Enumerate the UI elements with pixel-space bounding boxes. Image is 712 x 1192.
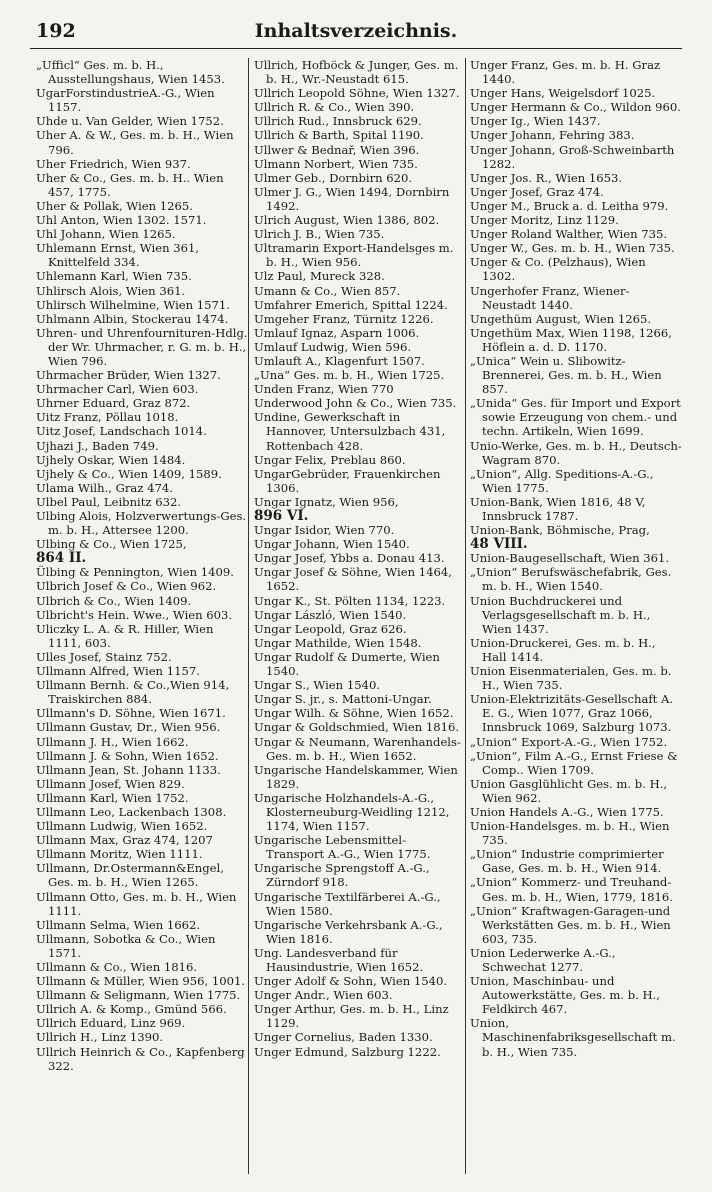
- index-entry: Ungar K., St. Pölten 1134, 1223.: [254, 593, 446, 608]
- index-entry: Ülbing & Pennington, Wien 1409.: [36, 565, 234, 580]
- index-entry: Ullrich A. & Komp., Gmünd 566.: [36, 1002, 227, 1017]
- index-entry: Ullmann J. & Sohn, Wien 1652.: [36, 748, 219, 763]
- index-columns: [30, 58, 682, 1174]
- index-entry: Ullrich H., Linz 1390.: [36, 1030, 164, 1045]
- index-entry: Uhde u. Van Gelder, Wien 1752.: [36, 114, 224, 129]
- index-entry: Umlauf Ludwig, Wien 596.: [254, 339, 412, 354]
- index-entry: Uhl Anton, Wien 1302. 1571.: [36, 213, 207, 228]
- index-entry: Ulmann Norbert, Wien 735.: [254, 156, 418, 171]
- index-entry: Ungar Johann, Wien 1540.: [254, 537, 410, 552]
- index-entry: Ungar Mathilde, Wien 1548.: [254, 635, 422, 650]
- index-entry: „Union“ Industrie comprimierter Gase, Ges. m. b. H., Wien 914.: [470, 847, 664, 876]
- index-entry: Ullrich & Barth, Spital 1190.: [254, 128, 424, 143]
- index-entry: Ullmann Gustav, Dr., Wien 956.: [36, 720, 221, 735]
- index-entry: UgarForstindustrieA.-G., Wien 1157.: [36, 86, 215, 115]
- page-header: [30, 14, 682, 49]
- index-entry: 896 VI.: [254, 508, 309, 524]
- column-divider: [248, 58, 249, 1174]
- index-entry: UngarGebrüder, Frauenkirchen 1306.: [254, 466, 441, 495]
- index-entry: Umgeher Franz, Türnitz 1226.: [254, 311, 434, 326]
- index-entry: Ullrich Leopold Söhne, Wien 1327.: [254, 86, 460, 101]
- index-entry: Ullwer & Bednař, Wien 396.: [254, 142, 420, 157]
- index-entry: Ulbing & Co., Wien 1725,: [36, 537, 187, 552]
- index-entry: „Una“ Ges. m. b. H., Wien 1725.: [254, 368, 445, 383]
- index-entry: Unger M., Bruck a. d. Leitha 979.: [470, 198, 669, 213]
- index-entry: Unger Adolf & Sohn, Wien 1540.: [254, 974, 448, 989]
- index-entry: Ullmann J. H., Wien 1662.: [36, 734, 189, 749]
- index-column-2: [254, 58, 462, 1174]
- index-entry: Unger & Co. (Pelzhaus), Wien 1302.: [470, 255, 646, 284]
- index-entry: Ungar Ignatz, Wien 956,: [254, 494, 399, 509]
- index-entry: Ullmann Ludwig, Wien 1652.: [36, 819, 208, 834]
- index-entry: Union Handels A.-G., Wien 1775.: [470, 804, 664, 819]
- index-entry: Ujhely & Co., Wien 1409, 1589.: [36, 466, 222, 481]
- index-entry: Undine, Gewerkschaft in Hannover, Untersulzbach 431, Rottenbach 428.: [254, 410, 446, 453]
- index-entry: Union Gasglühlicht Ges. m. b. H., Wien 962.: [470, 776, 668, 805]
- index-entry: Ulmer J. G., Wien 1494, Dornbirn 1492.: [254, 184, 450, 213]
- index-entry: Uhrmacher Brüder, Wien 1327.: [36, 368, 221, 383]
- index-entry: Union, Maschinbau- und Autowerkstätte, Ges. m. b. H., Feldkirch 467.: [470, 974, 660, 1017]
- index-entry: Ullmann & Müller, Wien 956, 1001.: [36, 974, 246, 989]
- column-divider: [465, 58, 466, 1174]
- index-entry: Underwood John & Co., Wien 735.: [254, 396, 457, 411]
- index-entry: Uliczky L. A. & R. Hiller, Wien 1111, 603.: [36, 621, 214, 650]
- index-entry: Unger Hermann & Co., Wildon 960.: [470, 100, 681, 115]
- index-entry: Ullmann Jean, St. Johann 1133.: [36, 762, 221, 777]
- index-entry: Ungar & Goldschmied, Wien 1816.: [254, 720, 460, 735]
- index-entry: „Unica“ Wein u. Slibowitz-Brennerei, Ges. m. b. H., Wien 857.: [470, 353, 662, 397]
- index-entry: Ungarische Textilfärberei A.-G., Wien 1580.: [254, 889, 441, 918]
- index-entry: Uhlirsch Wilhelmine, Wien 1571.: [36, 297, 230, 312]
- index-column-1: [36, 58, 248, 1174]
- index-entry: Union-Baugesellschaft, Wien 361.: [470, 551, 670, 566]
- index-entry: Uhlmann Albin, Stockerau 1474.: [36, 311, 229, 326]
- index-entry: Ungarische Verkehrsbank A.-G., Wien 1816.: [254, 917, 443, 946]
- index-entry: 48 VIII.: [470, 536, 528, 553]
- index-entry: Ultramarin Export-Handelsges m. b. H., Wien 956.: [254, 241, 454, 270]
- index-entry: Uher Friedrich, Wien 937.: [36, 156, 191, 171]
- index-entry: „Union“, Film A.-G., Ernst Friese & Comp.. Wien 1709.: [470, 748, 678, 777]
- page-title: Inhaltsverzeichnis.: [254, 20, 458, 42]
- index-entry: Ullrich Rud., Innsbruck 629.: [254, 114, 422, 129]
- index-entry: Unger Johann, Groß-Schweinbarth 1282.: [470, 142, 675, 171]
- index-entry: Unger Moritz, Linz 1129.: [470, 213, 619, 228]
- index-entry: Unio-Werke, Ges. m. b. H., Deutsch-Wagram 870.: [470, 438, 682, 467]
- index-entry: Unger Arthur, Ges. m. b. H., Linz 1129.: [254, 1002, 449, 1031]
- index-entry: „Ufficl“ Ges. m. b. H., Ausstellungshaus, Wien 1453.: [36, 58, 225, 87]
- index-entry: Unger Franz, Ges. m. b. H. Graz 1440.: [470, 58, 661, 87]
- index-entry: Ungar Felix, Preblau 860.: [254, 452, 406, 467]
- index-entry: Union Buchdruckerei und Verlagsgesellschaft m. b. H., Wien 1437.: [470, 593, 651, 636]
- index-entry: „Unida“ Ges. für Import und Export sowie Erzeugung von chem.- und techn. Artikeln, Wien 1699.: [470, 396, 681, 439]
- index-entry: Union-Handelsges. m. b. H., Wien 735.: [470, 819, 670, 848]
- index-entry: Ullmann Bernh. & Co.,Wien 914, Traiskirchen 884.: [36, 678, 230, 707]
- index-entry: Ujhely Oskar, Wien 1484.: [36, 452, 186, 467]
- index-entry: Ulbricht's Hein. Wwe., Wien 603.: [36, 607, 233, 622]
- page-number: 192: [36, 20, 76, 42]
- index-entry: 864 II.: [36, 550, 87, 567]
- index-entry: Uher & Co., Ges. m. b. H.. Wien 457, 1775.: [36, 170, 224, 199]
- index-entry: Ulmer Geb., Dornbirn 620.: [254, 170, 413, 185]
- index-entry: Ullrich Eduard, Linz 969.: [36, 1016, 186, 1031]
- index-entry: Unger Edmund, Salzburg 1222.: [254, 1044, 441, 1059]
- index-entry: Unger Josef, Graz 474.: [470, 184, 604, 199]
- index-entry: Ulrich August, Wien 1386, 802.: [254, 213, 440, 228]
- index-entry: Unger Johann, Fehring 383.: [470, 128, 635, 143]
- index-entry: Ullrich, Hofböck & Junger, Ges. m. b. H., Wr.-Neustadt 615.: [254, 58, 459, 87]
- index-entry: Ungar S., Wien 1540.: [254, 678, 381, 693]
- index-entry: Ulama Wilh., Graz 474.: [36, 480, 173, 495]
- index-entry: Ullrich Heinrich & Co., Kapfenberg 322.: [36, 1044, 245, 1073]
- index-entry: Ullmann Max, Graz 474, 1207: [36, 833, 213, 848]
- index-entry: Unger Ig., Wien 1437.: [470, 114, 601, 129]
- index-entry: Ungethüm Max, Wien 1198, 1266, Höflein a. d. D. 1170.: [470, 325, 672, 354]
- index-entry: Ullmann & Seligmann, Wien 1775.: [36, 988, 241, 1003]
- index-entry: Uhrmacher Carl, Wien 603.: [36, 382, 199, 397]
- index-entry: Ullrich R. & Co., Wien 390.: [254, 100, 415, 115]
- index-entry: Union-Bank, Wien 1816, 48 V, Innsbruck 1787.: [470, 494, 646, 523]
- index-column-3: [470, 58, 682, 1174]
- index-entry: Umlauf Ignaz, Asparn 1006.: [254, 325, 420, 340]
- index-entry: Ullmann Selma, Wien 1662.: [36, 917, 201, 932]
- index-entry: Ullmann, Dr.Ostermann&Engel, Ges. m. b. H., Wien 1265.: [36, 861, 224, 890]
- index-entry: Ungar Isidor, Wien 770.: [254, 523, 395, 538]
- index-entry: Ullmann Alfred, Wien 1157.: [36, 664, 200, 679]
- index-entry: Uitz Josef, Landschach 1014.: [36, 424, 207, 439]
- index-entry: Ungerhofer Franz, Wiener-Neustadt 1440.: [470, 283, 630, 312]
- index-entry: Ujhazi J., Baden 749.: [36, 438, 159, 453]
- index-entry: Ung. Landesverband für Hausindustrie, Wien 1652.: [254, 945, 424, 974]
- index-entry: Ulles Josef, Stainz 752.: [36, 649, 172, 664]
- index-entry: Union Eisenmaterialen, Ges. m. b. H., Wien 735.: [470, 664, 672, 693]
- index-entry: Unger Hans, Weigelsdorf 1025.: [470, 86, 656, 101]
- index-entry: Ullmann Karl, Wien 1752.: [36, 790, 189, 805]
- index-entry: „Union“ Kraftwagen-Garagen-und Werkstätten Ges. m. b. H., Wien 603, 735.: [470, 903, 671, 946]
- index-entry: Union-Bank, Böhmische, Prag,: [470, 523, 650, 538]
- index-entry: Ullmann Josef, Wien 829.: [36, 776, 185, 791]
- index-entry: Ungethüm August, Wien 1265.: [470, 311, 652, 326]
- index-entry: Unger Jos. R., Wien 1653.: [470, 170, 623, 185]
- index-entry: Unden Franz, Wien 770: [254, 382, 394, 397]
- index-entry: Unger Cornelius, Baden 1330.: [254, 1030, 433, 1045]
- index-entry: Ullmann & Co., Wien 1816.: [36, 960, 198, 974]
- index-entry: Uhren- und Uhrenfournituren-Hdlg. der Wr. Uhrmacher, r. G. m. b. H., Wien 796.: [36, 325, 248, 368]
- index-entry: Ungarische Sprengstoff A.-G., Zürndorf 918.: [254, 861, 430, 890]
- index-entry: Umlauft A., Klagenfurt 1507.: [254, 353, 425, 368]
- index-entry: Ungarische Lebensmittel-Transport A.-G., Wien 1775.: [254, 833, 431, 862]
- index-entry: „Union“, Allg. Speditions-A.-G., Wien 1775.: [470, 466, 654, 495]
- index-entry: Unger W., Ges. m. b. H., Wien 735.: [470, 241, 675, 256]
- index-entry: Union-Elektrizitäts-Gesellschaft A. E. G., Wien 1077, Graz 1066, Innsbruck 1069, Salzburg 1073.: [470, 692, 674, 735]
- index-entry: Unger Roland Walther, Wien 735.: [470, 227, 668, 242]
- index-entry: Uher & Pollak, Wien 1265.: [36, 198, 193, 213]
- index-entry: Uhlirsch Alois, Wien 361.: [36, 283, 186, 298]
- index-entry: Ullmann Otto, Ges. m. b. H., Wien 1111.: [36, 889, 237, 918]
- index-entry: Ungarische Holzhandels-A.-G., Klosterneuburg-Weidling 1212, 1174, Wien 1157.: [254, 790, 450, 834]
- index-entry: Uher A. & W., Ges. m. b. H., Wien 796.: [36, 128, 234, 157]
- index-entry: Ulbrich & Co., Wien 1409.: [36, 593, 192, 608]
- index-entry: Ungar László, Wien 1540.: [254, 607, 407, 622]
- index-entry: Ungarische Handelskammer, Wien 1829.: [254, 762, 458, 791]
- index-entry: Umfahrer Emerich, Spittal 1224.: [254, 297, 448, 312]
- index-entry: „Union“ Berufswäschefabrik, Ges. m. b. H., Wien 1540.: [470, 565, 672, 594]
- index-entry: Unger Andr., Wien 603.: [254, 988, 393, 1003]
- index-entry: Uitz Franz, Pöllau 1018.: [36, 410, 179, 425]
- index-entry: Ungar Wilh. & Söhne, Wien 1652.: [254, 706, 454, 721]
- index-entry: Ulbel Paul, Leibnitz 632.: [36, 494, 182, 509]
- index-entry: Ungar Leopold, Graz 626.: [254, 621, 407, 636]
- index-entry: Union Lederwerke A.-G., Schwechat 1277.: [470, 945, 616, 974]
- index-entry: Ungar & Neumann, Warenhandels-Ges. m. b. H., Wien 1652.: [254, 734, 461, 763]
- index-entry: Ungar Josef & Söhne, Wien 1464, 1652.: [254, 565, 452, 594]
- index-entry: Uhlemann Karl, Wien 735.: [36, 269, 192, 284]
- index-entry: Uhl Johann, Wien 1265.: [36, 227, 176, 242]
- index-entry: Ungar Rudolf & Dumerte, Wien 1540.: [254, 649, 440, 679]
- index-entry: Ungar S. jr., s. Mattoni-Ungar.: [254, 692, 432, 707]
- index-entry: Ulbrich Josef & Co., Wien 962.: [36, 579, 217, 594]
- index-entry: Union, Maschinenfabriksgesellschaft m. b. H., Wien 735.: [470, 1016, 676, 1059]
- index-entry: Ullmann Leo, Lackenbach 1308.: [36, 804, 227, 819]
- index-entry: Ulz Paul, Mureck 328.: [254, 269, 385, 284]
- index-entry: Uhrner Eduard, Graz 872.: [36, 396, 191, 411]
- index-entry: „Union“ Kommerz- und Treuhand- Ges. m. b. H., Wien, 1779, 1816.: [470, 875, 673, 904]
- index-entry: Ullmann Moritz, Wien 1111.: [36, 847, 203, 862]
- index-entry: Uhlemann Ernst, Wien 361, Knittelfeld 334.: [36, 241, 200, 270]
- index-entry: Ulbing Alois, Holzverwertungs-Ges. m. b. H., Attersee 1200.: [36, 509, 247, 538]
- index-entry: Ungar Josef, Ybbs a. Donau 413.: [254, 551, 445, 566]
- index-entry: Umann & Co., Wien 857.: [254, 283, 401, 298]
- index-entry: „Union“ Export-A.-G., Wien 1752.: [470, 734, 668, 749]
- index-entry: Ullmann's D. Söhne, Wien 1671.: [36, 706, 226, 721]
- index-entry: Ulrich J. B., Wien 735.: [254, 227, 385, 242]
- index-entry: Ullmann, Sobotka & Co., Wien 1571.: [36, 931, 216, 960]
- index-entry: Union-Druckerei, Ges. m. b. H., Hall 1414.: [470, 635, 656, 664]
